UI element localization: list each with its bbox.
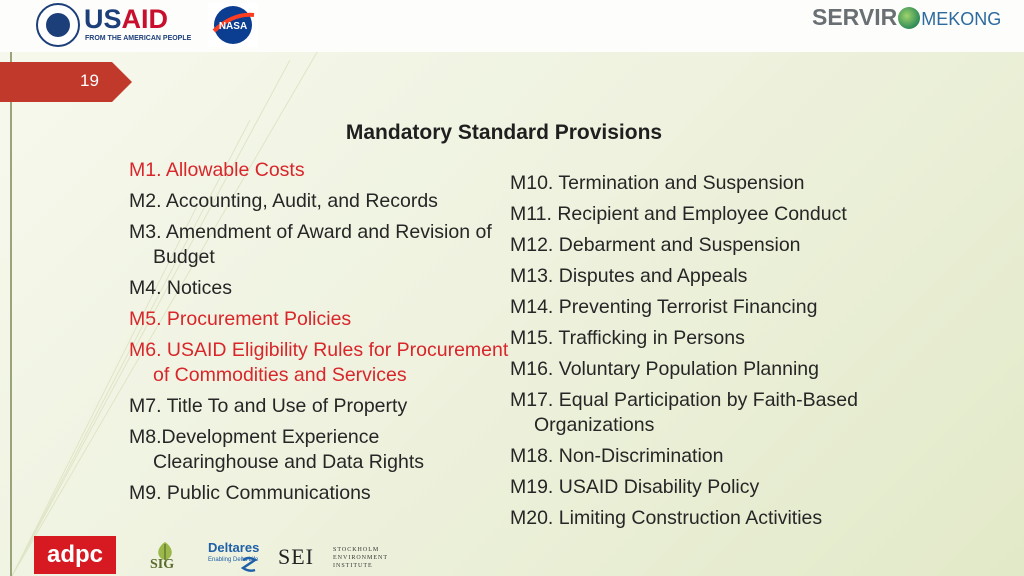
usaid-tagline: FROM THE AMERICAN PEOPLE <box>85 35 192 42</box>
provisions-list-left <box>129 158 509 512</box>
provision-item: M10. Termination and Suspension <box>510 172 805 194</box>
provision-item: M19. USAID Disability Policy <box>510 476 760 498</box>
provision-item: M17. Equal Participation by Faith-Based Organizations <box>510 389 858 436</box>
provision-item: M4. Notices <box>129 277 232 299</box>
provision-item: M3. Amendment of Award and Revision of Budget <box>129 221 492 268</box>
nasa-logo <box>208 3 258 47</box>
provision-item: M11. Recipient and Employee Conduct <box>510 203 847 225</box>
deltares-logo: Deltares <box>208 540 260 555</box>
globe-icon <box>898 7 920 29</box>
provision-item: M15. Trafficking in Persons <box>510 327 745 349</box>
provisions-list-right <box>510 171 930 537</box>
provision-item: M6. USAID Eligibility Rules for Procurement of Commodities and Services <box>129 339 509 386</box>
sei-logo: SEI <box>278 544 314 569</box>
provision-item: M14. Preventing Terrorist Financing <box>510 296 818 318</box>
slide-title: Mandatory Standard Provisions <box>345 121 663 144</box>
page-number-tab <box>0 62 132 102</box>
deltares-wave-icon <box>241 556 257 574</box>
provision-item: M20. Limiting Construction Activities <box>510 507 823 529</box>
provision-item: M18. Non-Discrimination <box>510 445 724 467</box>
usaid-seal-logo <box>36 3 80 47</box>
provision-item: M2. Accounting, Audit, and Records <box>129 190 438 212</box>
adpc-logo: adpc <box>34 536 116 574</box>
deltares-tagline: Enabling Delta Life <box>208 557 259 563</box>
provision-item: M13. Disputes and Appeals <box>510 265 748 287</box>
nasa-label: NASA <box>218 21 248 32</box>
servir-mekong-logo: SERVIR MEKONG <box>812 4 1002 30</box>
page-number: 19 <box>80 71 99 90</box>
usaid-wordmark: USAID <box>84 4 169 34</box>
provision-item: M12. Debarment and Suspension <box>510 234 801 256</box>
provision-item: M9. Public Communications <box>129 482 371 504</box>
provision-item: M7. Title To and Use of Property <box>129 395 408 417</box>
provision-item: M5. Procurement Policies <box>129 308 352 330</box>
sei-subtitle: STOCKHOLM ENVIRONMENT INSTITUTE <box>333 547 388 569</box>
sig-logo-text: SIG <box>150 557 175 572</box>
provision-item: M16. Voluntary Population Planning <box>510 358 819 380</box>
provision-item: M1. Allowable Costs <box>129 159 305 181</box>
provision-item: M8.Development Experience Clearinghouse and Data Rights <box>129 426 425 473</box>
